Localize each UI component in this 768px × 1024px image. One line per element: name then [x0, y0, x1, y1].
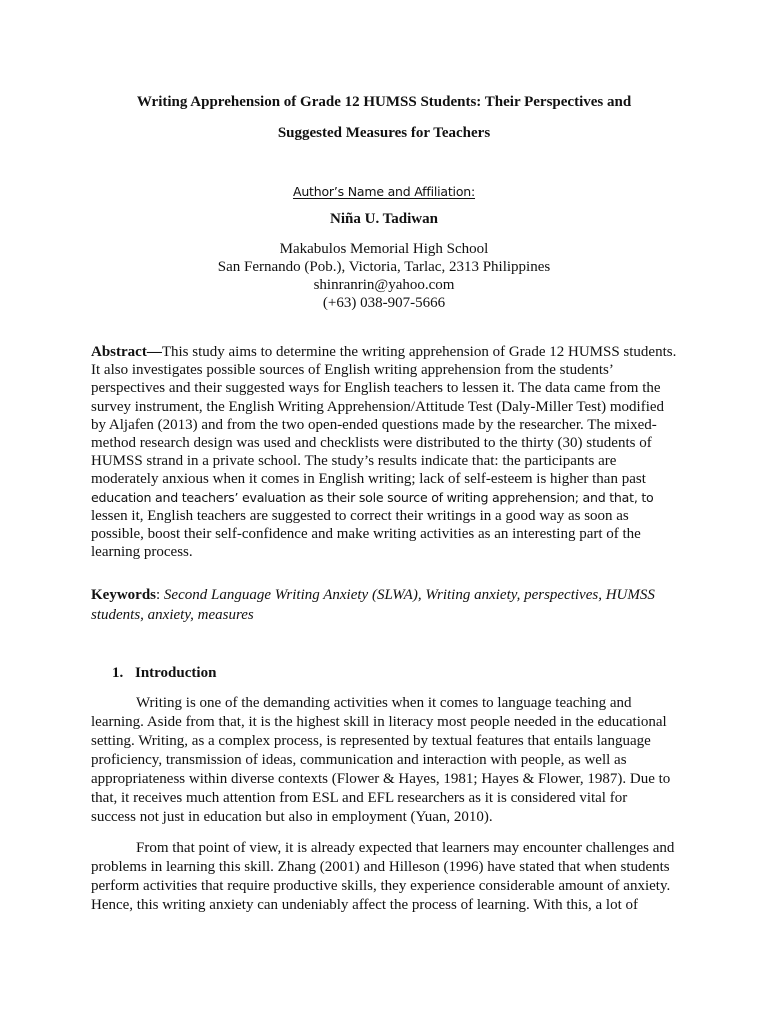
abstract-line: survey instrument, the English Writing Apprehension/Attitude Test (Daly-Miller Test) modified — [91, 398, 665, 415]
abstract-line — [91, 343, 677, 361]
affiliation-school: Makabulos Memorial High School — [279, 241, 489, 257]
abstract-line: learning process. — [91, 544, 193, 561]
abstract-line: method research design was used and checklists were distributed to the thirty (30) students of — [91, 435, 652, 452]
paragraph-line: proficiency, transmission of ideas, communication and interaction with people, as well as — [91, 752, 627, 768]
abstract-line: possible, boost their self-confidence and make writing activities as an interesting part of the — [91, 526, 641, 543]
paragraph-line: appropriateness within diverse contexts (Flower & Hayes, 1981; Hayes & Flower, 1987). Due to — [91, 771, 671, 787]
keywords-separator: : — [156, 587, 164, 603]
abstract-line: perspectives and their suggested ways for English teachers to lessen it. The data came from the — [91, 380, 661, 397]
abstract-dash: — — [146, 344, 162, 360]
author-label-text: Author’s Name and Affiliation: — [292, 184, 476, 199]
paragraph-line: Writing is one of the demanding activities when it comes to language teaching and — [136, 695, 632, 711]
abstract-text: This study aims to determine the writing apprehension of Grade 12 HUMSS students. — [161, 344, 677, 360]
abstract-line: education and teachers’ evaluation as their sole source of writing apprehension; and that, to — [91, 489, 654, 505]
author-name: Niña U. Tadiwan — [330, 211, 438, 227]
abstract-line: HUMSS strand in a private school. The study’s results indicate that: the participants are — [91, 453, 617, 470]
abstract-line: It also investigates possible sources of English writing apprehension from the students’ — [91, 362, 614, 379]
paper-title-line-2: Suggested Measures for Teachers — [277, 125, 491, 141]
section-heading-introduction — [112, 664, 216, 682]
section-title: Introduction — [135, 665, 217, 681]
author-label — [0, 183, 768, 201]
abstract-line: lessen it, English teachers are suggested to correct their writings in a good way as soon as — [91, 507, 629, 524]
abstract-line: moderately anxious when it comes in English writing; lack of self-esteem is higher than past — [91, 471, 646, 488]
abstract-line: by Aljafen (2013) and from the two open-ended questions made by the researcher. The mixed- — [91, 416, 657, 433]
paragraph-introduction-1 — [91, 694, 677, 827]
paragraph-introduction-2 — [91, 839, 677, 915]
affiliation-email: shinranrin@yahoo.com — [313, 277, 455, 293]
paragraph-line: setting. Writing, as a complex process, is represented by textual features that entails language — [91, 733, 651, 749]
affiliation-phone: (+63) 038-907-5666 — [322, 295, 446, 311]
paragraph-line: problems in learning this skill. Zhang (2001) and Hilleson (1996) have stated that when students — [91, 859, 670, 875]
keywords-line: students, anxiety, measures — [91, 607, 254, 623]
keywords-label: Keywords — [91, 587, 156, 603]
paragraph-line: learning. Aside from that, it is the highest skill in literacy most people needed in the educational — [91, 714, 667, 730]
paragraph-line: success not just in education but also in employment (Yuan, 2010). — [91, 809, 493, 825]
paragraph-line: that, it receives much attention from ESL and EFL researchers as it is considered vital for — [91, 790, 628, 806]
paragraph-line: perform activities that require productive skills, they experience considerable amount of anxiety. — [91, 878, 671, 894]
abstract — [91, 343, 677, 561]
section-number: 1. — [112, 665, 124, 681]
keywords-text: Second Language Writing Anxiety (SLWA), Writing anxiety, perspectives, HUMSS — [163, 587, 655, 603]
keywords — [91, 585, 677, 625]
abstract-label: Abstract — [91, 344, 147, 360]
paragraph-line: Hence, this writing anxiety can undeniably affect the process of learning. With this, a lot of — [91, 897, 639, 913]
keywords-line — [91, 585, 677, 605]
affiliation-address: San Fernando (Pob.), Victoria, Tarlac, 2313 Philippines — [217, 259, 551, 275]
paragraph-line: From that point of view, it is already expected that learners may encounter challenges and — [136, 840, 675, 856]
paper-title-line-1: Writing Apprehension of Grade 12 HUMSS Students: Their Perspectives and — [136, 94, 632, 110]
